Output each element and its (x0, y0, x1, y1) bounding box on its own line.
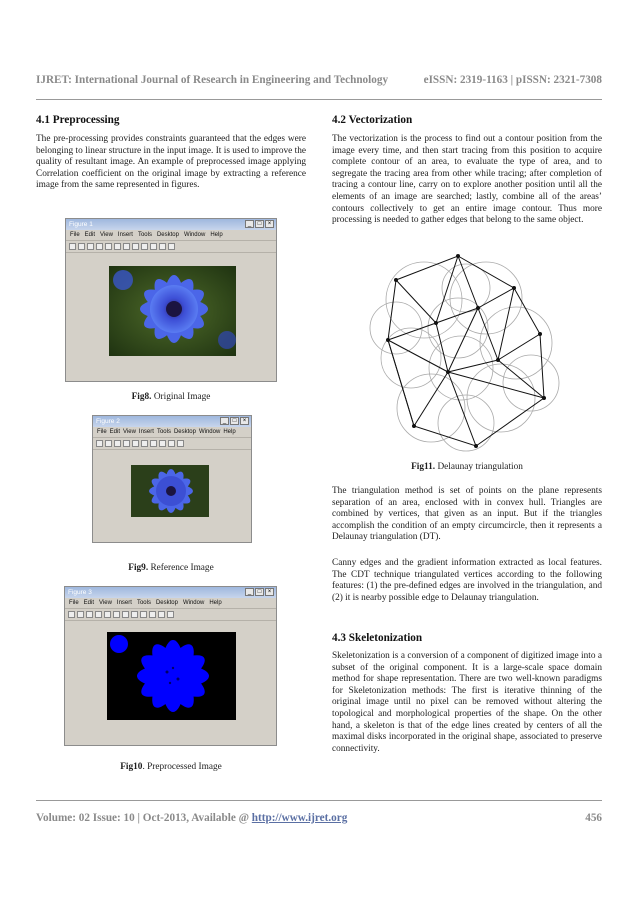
original-flower-image (109, 266, 236, 356)
preprocessing-paragraph: The pre-processing provides constraints guaranteed that the edges were belonging to linear structure in the input image. It is used to improve the quality of resultant image. An example of preprocessed image applying Correlation coefficient on the original image by extracting a reference image from the same represented in figures. (36, 134, 306, 191)
figure-window-3 (64, 586, 277, 746)
window-titlebar (66, 219, 276, 230)
canny-paragraph: Canny edges and the gradient information extracted as local features. The CDT technique triangulated vertices according to the following features: (1) the pre-defined edges are involved in the triangulation, and (2) it is nearby possible edge to Delaunay triangulation. (332, 558, 602, 603)
print-icon[interactable] (96, 243, 103, 250)
close-button[interactable]: × (265, 220, 274, 228)
pan-icon[interactable] (159, 440, 166, 447)
fig10-label: Fig10 (120, 762, 143, 772)
menu-desktop[interactable]: Desktop (156, 232, 179, 238)
close-button[interactable]: × (265, 588, 274, 596)
zoom-in-icon[interactable] (114, 243, 121, 250)
triangulation-paragraph: The triangulation method is set of points on the plane represents separation of an area, enclosed with in convex hull. Triangles are combined by vertices, that given as an input. But if the triangles accomplish the condition of an empty circumcircle, then it represents a Delaunay triangulation (DT). (332, 486, 602, 543)
window-titlebar (93, 416, 251, 427)
new-icon[interactable] (69, 243, 76, 250)
menu-insert[interactable]: Insert (138, 429, 154, 435)
issn: eISSN: 2319-1163 | pISSN: 2321-7308 (423, 74, 602, 86)
menu-file[interactable]: File (69, 600, 79, 606)
menu-help[interactable]: Help (223, 429, 236, 435)
delaunay-diagram (366, 248, 566, 453)
rotate-icon[interactable] (141, 243, 148, 250)
pan-icon[interactable] (132, 243, 139, 250)
fig11-label: Fig11. (411, 462, 436, 472)
triangulation-edges (388, 256, 544, 446)
fig8-caption (36, 392, 306, 402)
legend-icon[interactable] (168, 243, 175, 250)
maximize-button[interactable]: □ (255, 588, 264, 596)
journal-name: IJRET: International Journal of Research in Engineering and Technology (36, 74, 389, 86)
menu-window[interactable]: Window (182, 600, 205, 606)
pointer-icon[interactable] (132, 440, 139, 447)
colorbar-icon[interactable] (158, 611, 165, 618)
fig10-caption (36, 762, 306, 772)
fig11-caption (332, 462, 602, 472)
close-button[interactable]: × (240, 417, 249, 425)
preprocessed-flower-image (107, 632, 236, 720)
fig8-label: Fig8. (131, 392, 152, 402)
menu-file[interactable]: File (97, 429, 107, 435)
save-icon[interactable] (114, 440, 121, 447)
journal-link[interactable]: http://www.ijret.org (251, 812, 348, 824)
save-icon[interactable] (87, 243, 94, 250)
menu-view[interactable]: View (123, 429, 136, 435)
zoom-in-icon[interactable] (113, 611, 120, 618)
menu-desktop[interactable]: Desktop (173, 429, 196, 435)
figure-window-2 (92, 415, 252, 543)
page-footer (36, 812, 602, 824)
print-icon[interactable] (95, 611, 102, 618)
zoom-out-icon[interactable] (122, 611, 129, 618)
menu-view[interactable]: View (100, 232, 113, 238)
colorbar-icon[interactable] (159, 243, 166, 250)
fig11-caption-text: Delaunay triangulation (435, 462, 523, 472)
menu-edit[interactable]: Edit (109, 429, 121, 435)
fig8-caption-text: Original Image (151, 392, 211, 402)
menu-insert[interactable]: Insert (117, 232, 133, 238)
pointer-icon[interactable] (105, 243, 112, 250)
minimize-button[interactable]: _ (245, 588, 254, 596)
fig9-caption (36, 563, 306, 573)
new-icon[interactable] (96, 440, 103, 447)
menu-window[interactable]: Window (198, 429, 221, 435)
menu-edit[interactable]: Edit (84, 232, 96, 238)
section-title-preprocessing: 4.1 Preprocessing (36, 114, 120, 126)
menu-edit[interactable]: Edit (83, 600, 95, 606)
circumcircles (370, 262, 559, 451)
vectorization-paragraph: The vectorization is the process to find out a contour position from the image every time, and then start tracing from this position to acquire complete contour of an area, to evaluate the type of area, and to segregate the tracing area from other while tracing; after completion of tracing a contour line, carry on to explore another position until all the elements of an image are searched; lastly, combine all of the areas’ contours collectively to get an entire image contour. Thus more processing is needed to gather edges that belong to the same object. (332, 134, 602, 226)
maximize-button[interactable]: □ (230, 417, 239, 425)
menu-bar (93, 427, 251, 438)
menu-tools[interactable]: Tools (156, 429, 171, 435)
menu-help[interactable]: Help (210, 232, 223, 238)
fig9-caption-text: Reference Image (148, 563, 214, 573)
zoom-out-icon[interactable] (123, 243, 130, 250)
menu-window[interactable]: Window (183, 232, 206, 238)
window-title: Figure 2 (96, 418, 120, 425)
rotate-icon[interactable] (140, 611, 147, 618)
window-titlebar (65, 587, 276, 598)
save-icon[interactable] (86, 611, 93, 618)
figure-toolbar (65, 609, 276, 621)
pan-icon[interactable] (131, 611, 138, 618)
menu-tools[interactable]: Tools (137, 232, 152, 238)
open-icon[interactable] (105, 440, 112, 447)
menu-bar (65, 598, 276, 609)
menu-desktop[interactable]: Desktop (155, 600, 178, 606)
datacursor-icon[interactable] (150, 243, 157, 250)
zoom-out-icon[interactable] (150, 440, 157, 447)
maximize-button[interactable]: □ (255, 220, 264, 228)
legend-icon[interactable] (167, 611, 174, 618)
rotate-icon[interactable] (168, 440, 175, 447)
menu-view[interactable]: View (99, 600, 112, 606)
running-header (36, 74, 602, 86)
open-icon[interactable] (77, 611, 84, 618)
window-title: Figure 1 (69, 221, 93, 228)
window-title: Figure 3 (68, 589, 92, 596)
figure-window-1 (65, 218, 277, 382)
new-icon[interactable] (68, 611, 75, 618)
fig9-label: Fig9. (128, 563, 149, 573)
figure-toolbar (93, 438, 251, 450)
menu-insert[interactable]: Insert (116, 600, 132, 606)
section-title-vectorization: 4.2 Vectorization (332, 114, 413, 126)
footer-volume: Volume: 02 Issue: 10 | Oct-2013, Available @ (36, 812, 252, 824)
menu-tools[interactable]: Tools (136, 600, 151, 606)
zoom-in-icon[interactable] (141, 440, 148, 447)
menu-bar (66, 230, 276, 241)
menu-help[interactable]: Help (209, 600, 222, 606)
page-number: 456 (585, 812, 602, 824)
footer-left (36, 812, 347, 824)
header-rule (36, 99, 602, 100)
footer-rule (36, 800, 602, 801)
minimize-button[interactable]: _ (220, 417, 229, 425)
minimize-button[interactable]: _ (245, 220, 254, 228)
open-icon[interactable] (78, 243, 85, 250)
print-icon[interactable] (123, 440, 130, 447)
datacursor-icon[interactable] (149, 611, 156, 618)
reference-flower-image (131, 465, 209, 517)
section-title-skeletonization: 4.3 Skeletonization (332, 632, 423, 644)
datacursor-icon[interactable] (177, 440, 184, 447)
menu-file[interactable]: File (70, 232, 80, 238)
figure-toolbar (66, 241, 276, 253)
fig10-caption-text: . Preprocessed Image (142, 762, 222, 772)
skeletonization-paragraph: Skeletonization is a conversion of a component of digitized image into a subset of the original component. It is a large-scale space domain method for shape representation. There are two well-known paradigms for Skeletonization methods: The first is iterative thinning of the original image until no pixel can be removed without altering the topological and morphological properties of the shape. On the other hand, a skeleton is that of the edge lines created by centers of all the maximal disks incorporated in the original shape, associated to preserve connectivity. (332, 651, 602, 754)
pointer-icon[interactable] (104, 611, 111, 618)
